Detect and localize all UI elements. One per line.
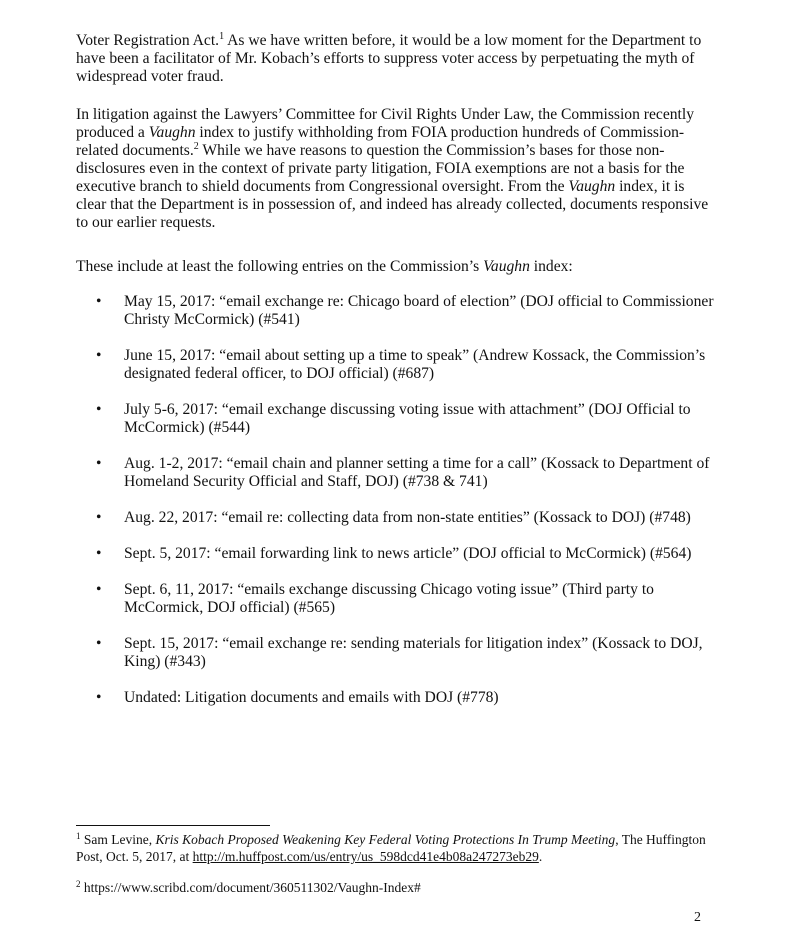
bullet-icon: •: [96, 689, 102, 706]
paragraph-voter-registration: [76, 32, 716, 86]
bullet-icon: •: [96, 545, 102, 562]
list-item: [96, 293, 716, 329]
footnote1-text-a: Sam Levine,: [80, 832, 156, 847]
para1-text-a: Voter Registration Act.: [76, 32, 220, 49]
bullet-icon: •: [96, 293, 102, 310]
footnote-divider: [76, 825, 270, 826]
list-item-text: Aug. 22, 2017: “email re: collecting data from non-state entities” (Kossack to DOJ) (#748): [124, 509, 691, 526]
list-item: [96, 509, 716, 527]
paragraph-litigation: [76, 106, 716, 232]
vaughn-italic: Vaughn: [483, 258, 530, 275]
list-item: [96, 635, 716, 671]
footnote-1: [76, 831, 716, 865]
footnote-ref-1: 1: [219, 31, 225, 42]
article-title: Kris Kobach Proposed Weakening Key Federal Voting Protections In Trump Meeting: [155, 832, 616, 847]
footnote1-text-b: , The Huffington Post, Oct. 5, 2017, at: [76, 832, 706, 864]
list-item: [96, 545, 716, 563]
list-item-text: Undated: Litigation documents and emails with DOJ (#778): [124, 689, 499, 706]
para3-text-a: These include at least the following entries on the Commission’s: [76, 258, 484, 275]
page-number: 2: [694, 910, 701, 925]
bullet-icon: •: [96, 455, 102, 472]
list-item-text: May 15, 2017: “email exchange re: Chicago board of election” (DOJ official to Commissioner Christy McCormick) (#541): [124, 293, 714, 328]
footnote-ref-2: 2: [193, 141, 199, 152]
list-item-text: Aug. 1-2, 2017: “email chain and planner setting a time for a call” (Kossack to Department of Homeland Security Official and Staff, DOJ) (#738 & 741): [124, 455, 710, 490]
bullet-icon: •: [96, 347, 102, 364]
bullet-icon: •: [96, 509, 102, 526]
list-item: [96, 347, 716, 383]
list-item: [96, 455, 716, 491]
para2-text-d: index, it is clear that the Department is in possession of, and indeed has already collected, documents responsive to our earlier requests.: [76, 178, 709, 231]
scribd-url: https://www.scribd.com/document/360511302/Vaughn-Index#: [80, 880, 421, 895]
list-item-text: July 5-6, 2017: “email exchange discussing voting issue with attachment” (DOJ Official to McCormick) (#544): [124, 401, 691, 436]
para3-text-b: index:: [529, 258, 573, 275]
bullet-icon: •: [96, 635, 102, 652]
footnote-number: 1: [76, 831, 81, 841]
para2-text-a: In litigation against the Lawyers’ Committee for Civil Rights Under Law, the Commission recently produced a: [76, 106, 695, 141]
footnote-2: [76, 879, 716, 896]
para2-text-b: index to justify withholding from FOIA production hundreds of Commission-related documents.: [76, 124, 685, 159]
footnote1-text-c: .: [538, 849, 543, 864]
footnote-number: 2: [76, 879, 81, 889]
vaughn-italic: Vaughn: [148, 124, 196, 141]
bullet-icon: •: [96, 401, 102, 418]
list-item-text: Sept. 15, 2017: “email exchange re: sending materials for litigation index” (Kossack to DOJ, King) (#343): [124, 635, 703, 670]
para2-text-c: While we have reasons to question the Commission’s bases for those non-disclosures even in the context of private party litigation, FOIA exemptions are not a basis for the executive branch to shield documents from Congressional oversight. From the: [76, 142, 685, 195]
list-item: [96, 401, 716, 437]
bullet-icon: •: [96, 581, 102, 598]
para1-text-b: As we have written before, it would be a low moment for the Department to have been a facilitator of Mr. Kobach’s efforts to suppress voter access by perpetuating the myth of widespread voter fraud.: [76, 32, 702, 85]
paragraph-entries-intro: [76, 258, 716, 276]
list-item-text: Sept. 5, 2017: “email forwarding link to news article” (DOJ official to McCormick) (#564): [124, 545, 692, 562]
list-item: [96, 689, 716, 707]
list-item-text: Sept. 6, 11, 2017: “emails exchange discussing Chicago voting issue” (Third party to McCormick, DOJ official) (#565): [124, 581, 654, 616]
vaughn-italic: Vaughn: [568, 178, 616, 195]
list-item-text: June 15, 2017: “email about setting up a time to speak” (Andrew Kossack, the Commission’s designated federal officer, to DOJ official) (#687): [124, 347, 706, 382]
huffpost-link[interactable]: http://m.huffpost.com/us/entry/us_598dcd41e4b08a247273eb29: [192, 849, 539, 864]
list-item: [96, 581, 716, 617]
vaughn-entries-list: [96, 293, 716, 725]
